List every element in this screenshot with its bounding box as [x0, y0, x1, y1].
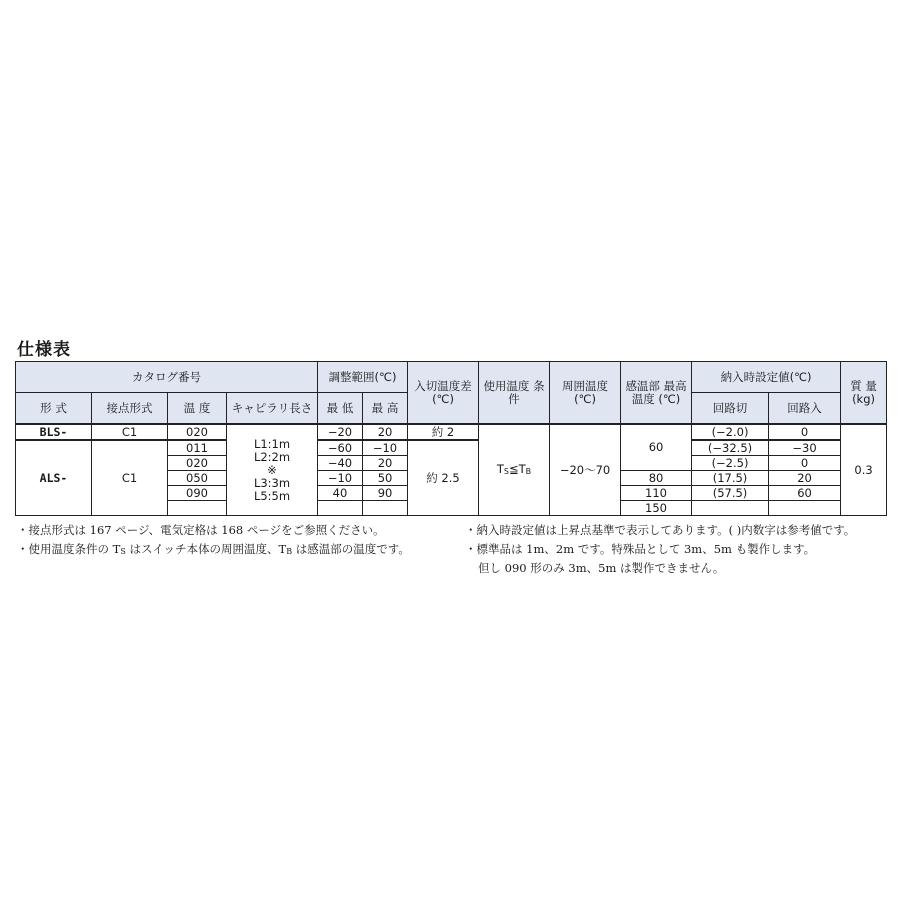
temp-cell [168, 501, 227, 516]
header-catalog: カタログ番号 [16, 362, 318, 393]
capillary-cell: L1:1m L2:2m ※ L3:3m L5:5m [227, 424, 318, 516]
max-cell: −10 [363, 440, 408, 456]
max-temp-cell: 150 [621, 501, 692, 516]
min-cell: −10 [318, 471, 363, 486]
max-cell: 20 [363, 424, 408, 440]
header-max-temp: 感温部 最高温度 (℃) [621, 362, 692, 425]
on-cell: −30 [769, 440, 841, 456]
on-cell [769, 501, 841, 516]
header-mass: 質 量 (kg) [841, 362, 887, 425]
header-preset: 納入時設定値(℃) [692, 362, 841, 393]
notes-left [17, 521, 410, 561]
header-capillary: キャピラリ長さ [227, 393, 318, 425]
max-temp-cell: 80 [621, 471, 692, 486]
header-off: 回路切 [692, 393, 769, 425]
model-bls: BLS- [16, 424, 92, 440]
note-standard: ・標準品は 1m、2m です。特殊品として 3m、5m も製作します。 [465, 542, 816, 556]
off-cell: (−2.5) [692, 456, 769, 471]
diff-cell: 約 2 [408, 424, 479, 440]
header-ambient: 周囲温度 (℃) [550, 362, 621, 425]
header-range: 調整範囲(℃) [318, 362, 408, 393]
on-cell: 20 [769, 471, 841, 486]
off-cell [692, 501, 769, 516]
note-preset: ・納入時設定値は上昇点基準で表示してあります。( )内数字は参考値です。 [465, 523, 856, 537]
min-cell: 40 [318, 486, 363, 501]
header-model: 形 式 [16, 393, 92, 425]
temp-cell: 020 [168, 456, 227, 471]
on-cell: 0 [769, 456, 841, 471]
min-cell [318, 501, 363, 516]
max-cell: 90 [363, 486, 408, 501]
header-temp: 温 度 [168, 393, 227, 425]
off-cell: (−32.5) [692, 440, 769, 456]
on-cell: 0 [769, 424, 841, 440]
page-title: 仕様表 [17, 340, 71, 360]
header-condition: 使用温度 条件 [479, 362, 550, 425]
diff-cell: 約 2.5 [408, 440, 479, 516]
ambient-cell: −20〜70 [550, 424, 621, 516]
max-temp-cell: 110 [621, 486, 692, 501]
min-cell: −40 [318, 456, 363, 471]
temp-cell: 090 [168, 486, 227, 501]
off-cell: (−2.0) [692, 424, 769, 440]
max-cell [363, 501, 408, 516]
temp-cell: 011 [168, 440, 227, 456]
model-als: ALS- [16, 440, 92, 516]
temp-cell: 050 [168, 471, 227, 486]
note-condition: ・使用温度条件の $T_S$ はスイッチ本体の周囲温度、$T_B$ は感温部の温度です。 [17, 542, 410, 556]
off-cell: (57.5) [692, 486, 769, 501]
header-on: 回路入 [769, 393, 841, 425]
mass-cell: 0.3 [841, 424, 887, 516]
contact-cell: C1 [92, 440, 168, 516]
spec-table [15, 361, 887, 516]
max-temp-cell: 60 [621, 424, 692, 471]
max-cell: 20 [363, 456, 408, 471]
min-cell: −60 [318, 440, 363, 456]
note-exception: 但し 090 形のみ 3m、5m は製作できません。 [478, 561, 725, 575]
note-contact: ・接点形式は 167 ページ、電気定格は 168 ページをご参照ください。 [17, 523, 385, 537]
notes-right [465, 521, 855, 578]
off-cell: (17.5) [692, 471, 769, 486]
temp-cell: 020 [168, 424, 227, 440]
min-cell: −20 [318, 424, 363, 440]
max-cell: 50 [363, 471, 408, 486]
on-cell: 60 [769, 486, 841, 501]
table-row [16, 440, 887, 456]
header-contact: 接点形式 [92, 393, 168, 425]
condition-cell: $T_S≦T_B$ [479, 424, 550, 516]
header-min: 最 低 [318, 393, 363, 425]
header-max: 最 高 [363, 393, 408, 425]
contact-cell: C1 [92, 424, 168, 440]
header-diff: 入切温度差 (℃) [408, 362, 479, 425]
table-row [16, 424, 887, 440]
